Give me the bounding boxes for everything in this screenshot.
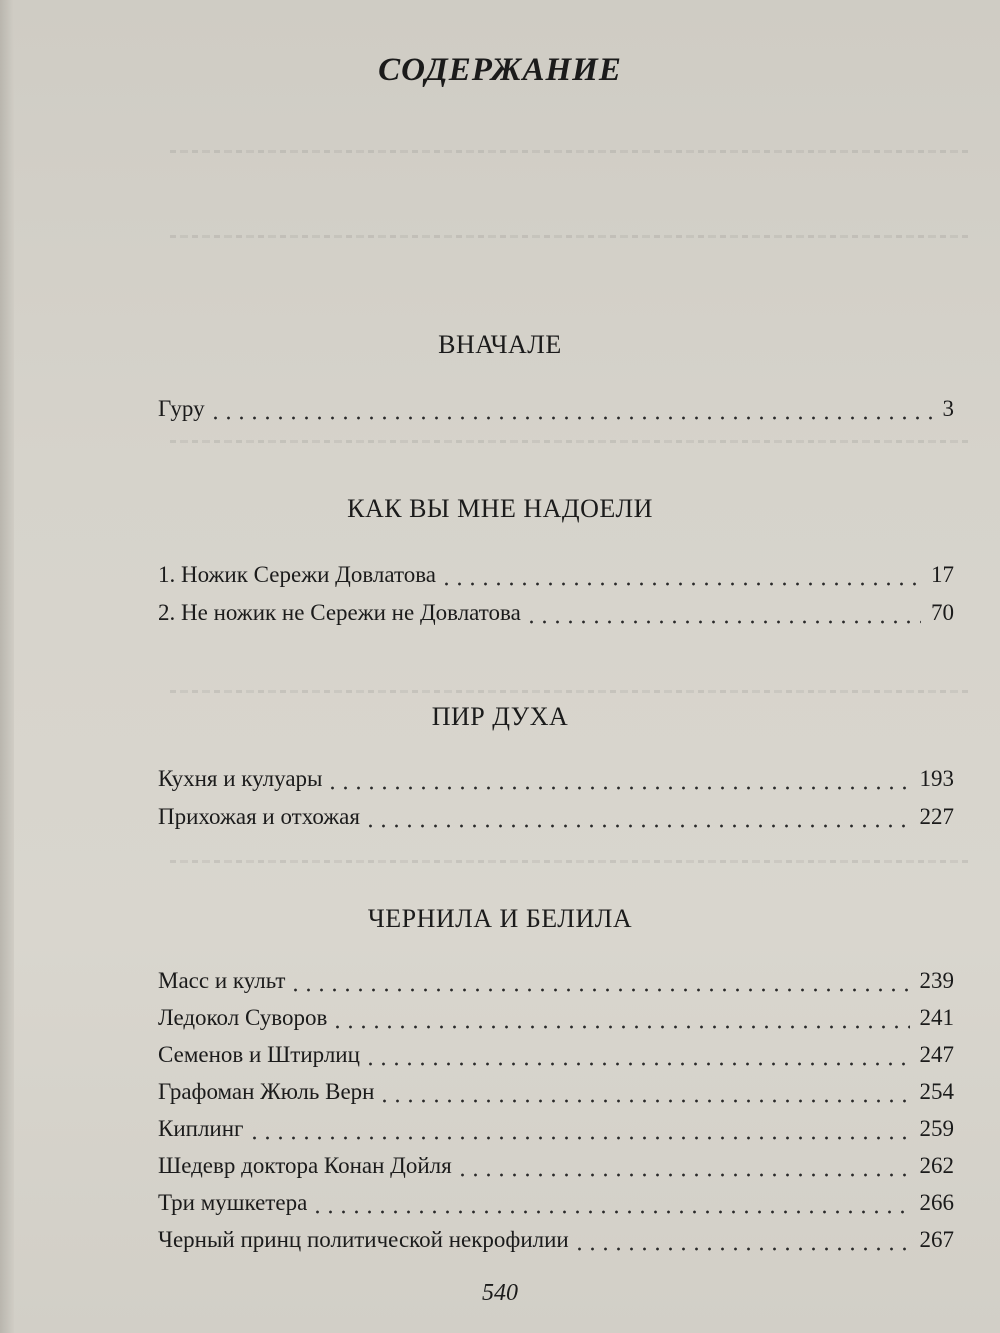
section-heading: КАК ВЫ МНЕ НАДОЕЛИ — [347, 494, 653, 523]
toc-entry[interactable] — [158, 396, 954, 426]
entry-label: Прихожая и отхожая — [158, 804, 360, 829]
dot-leader — [331, 1025, 909, 1029]
entry-label: Ледокол Суворов — [158, 1005, 328, 1030]
toc-entry[interactable] — [158, 1190, 954, 1220]
entry-page: 193 — [919, 766, 954, 791]
toc-entry[interactable] — [158, 766, 954, 796]
dot-leader — [525, 620, 921, 624]
entry-label: 1. Ножик Сережи Довлатова — [158, 562, 436, 587]
entry-page: 241 — [919, 1005, 954, 1030]
bleed-through-line — [170, 235, 970, 238]
dot-leader — [364, 824, 910, 828]
toc-entry[interactable] — [158, 1005, 954, 1035]
section-heading: ВНАЧАЛЕ — [438, 330, 562, 359]
entry-page: 254 — [919, 1079, 954, 1104]
entry-page: 247 — [919, 1042, 954, 1067]
entry-label: Черный принц политической некрофилии — [158, 1227, 569, 1252]
toc-entry[interactable] — [158, 804, 954, 834]
page-edge-shadow — [0, 0, 14, 1333]
entry-label: Графоман Жюль Верн — [158, 1079, 375, 1104]
entry-page: 262 — [919, 1153, 954, 1178]
dot-leader — [311, 1210, 909, 1214]
dot-leader — [326, 786, 909, 790]
toc-entry[interactable] — [158, 1079, 954, 1109]
page-number: 540 — [482, 1280, 518, 1306]
entry-label: Шедевр доктора Конан Дойля — [158, 1153, 452, 1178]
entry-page: 3 — [942, 396, 954, 421]
section-heading: ЧЕРНИЛА И БЕЛИЛА — [367, 904, 633, 933]
entry-label: 2. Не ножик не Сережи не Довлатова — [158, 600, 521, 625]
bleed-through-line — [170, 150, 970, 153]
toc-entry[interactable] — [158, 562, 954, 592]
entry-label: Три мушкетера — [158, 1190, 308, 1215]
toc-entry[interactable] — [158, 1116, 954, 1146]
entry-label: Кухня и кулуары — [158, 766, 323, 791]
entry-page: 259 — [919, 1116, 954, 1141]
entry-page: 266 — [919, 1190, 954, 1215]
dot-leader — [440, 582, 921, 586]
entry-label: Гуру — [158, 396, 205, 421]
toc-entry[interactable] — [158, 1227, 954, 1257]
dot-leader — [456, 1173, 910, 1177]
entry-page: 70 — [931, 600, 954, 625]
toc-entry[interactable] — [158, 968, 954, 998]
bleed-through-line — [170, 860, 970, 863]
entry-label: Семенов и Штирлиц — [158, 1042, 360, 1067]
section-heading: ПИР ДУХА — [431, 702, 569, 731]
entry-page: 17 — [931, 562, 954, 587]
dot-leader — [248, 1136, 910, 1140]
dot-leader — [378, 1099, 909, 1103]
dot-leader — [364, 1062, 910, 1066]
bleed-through-line — [170, 440, 970, 443]
entry-page: 227 — [919, 804, 954, 829]
entry-label: Киплинг — [158, 1116, 244, 1141]
toc-entry[interactable] — [158, 600, 954, 630]
dot-leader — [289, 988, 909, 992]
bleed-through-line — [170, 690, 970, 693]
entry-label: Масс и культ — [158, 968, 286, 993]
toc-title: СОДЕРЖАНИЕ — [378, 52, 622, 88]
dot-leader — [209, 416, 933, 420]
toc-entry[interactable] — [158, 1153, 954, 1183]
toc-entry[interactable] — [158, 1042, 954, 1072]
entry-page: 267 — [919, 1227, 954, 1252]
dot-leader — [573, 1247, 910, 1251]
entry-page: 239 — [919, 968, 954, 993]
